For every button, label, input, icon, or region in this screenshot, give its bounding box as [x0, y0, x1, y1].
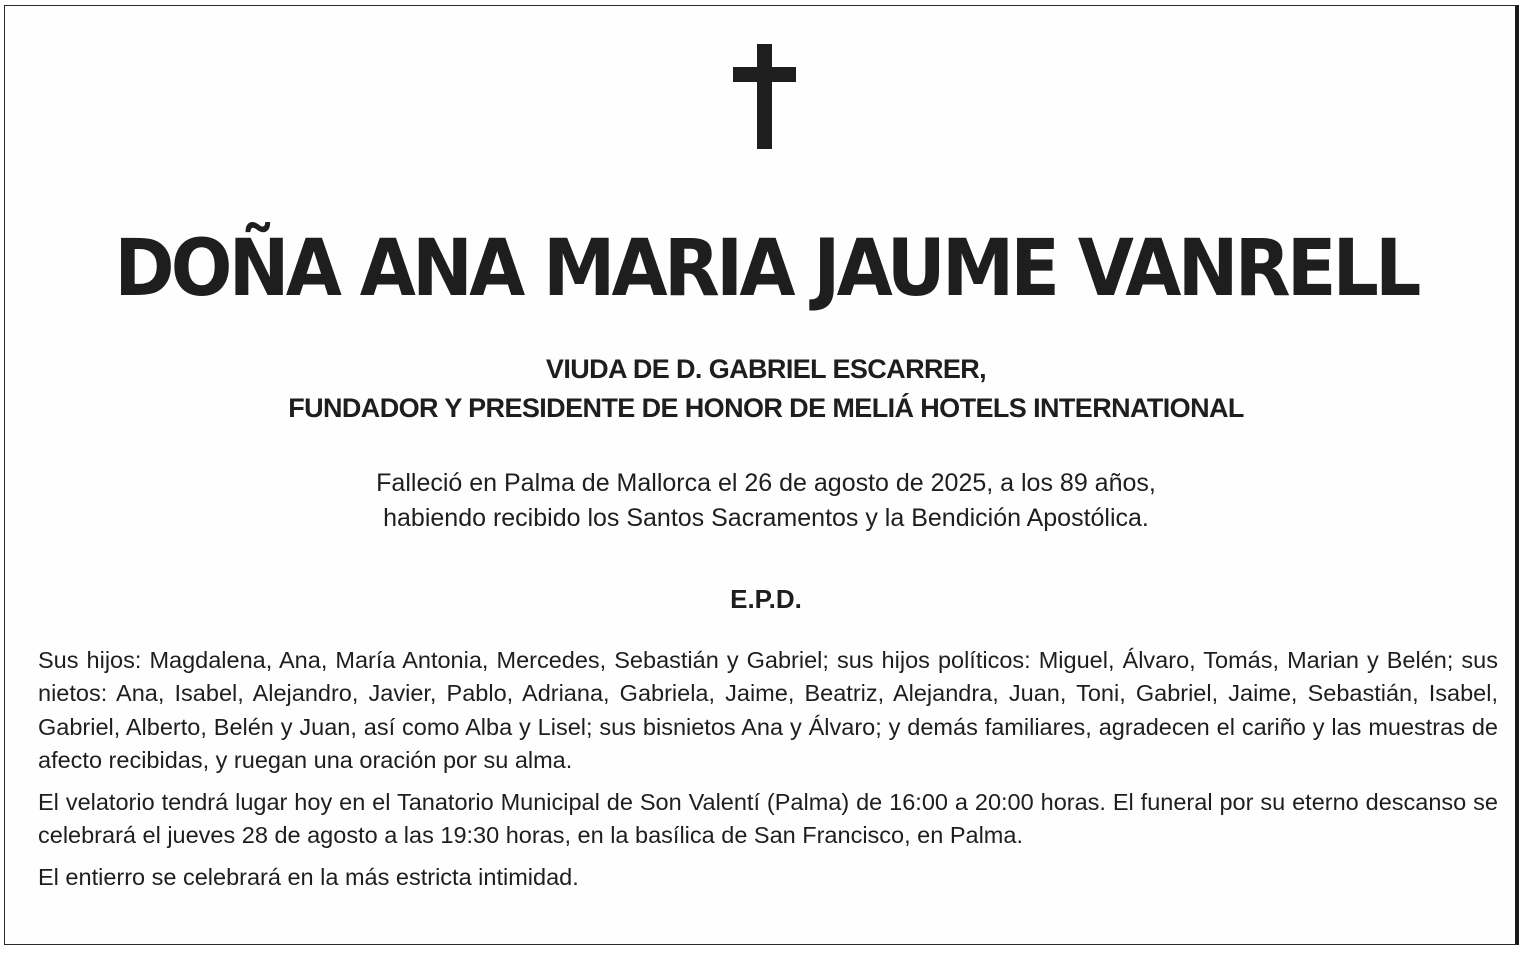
cross-vertical-bar — [757, 44, 772, 149]
epd-label: E.P.D. — [730, 584, 802, 614]
death-notice-line-1: Falleció en Palma de Mallorca el 26 de agosto de 2025, a los 89 años, — [376, 469, 1156, 497]
cross-horizontal-bar — [733, 67, 796, 82]
subtitle-widow-line: VIUDA DE D. GABRIEL ESCARRER, — [545, 354, 987, 384]
deceased-name: DOÑA ANA MARIA JAUME VANRELL — [114, 224, 1418, 314]
latin-cross-icon — [733, 44, 796, 149]
death-notice-line-2: habiendo recibido los Santos Sacramentos y la Bendición Apostólica. — [383, 504, 1149, 532]
wake-funeral-paragraph: El velatorio tendrá lugar hoy en el Tanatorio Municipal de Son Valentí (Palma) de 16:00 a 20:00 horas. El funeral por su eterno descanso se celebrará el jueves 28 de agosto a las 19:30 horas, en la basílica de San Francisco, en Palma. — [38, 789, 1498, 849]
subtitle-founder-line: FUNDADOR Y PRESIDENTE DE HONOR DE MELIÁ HOTELS INTERNATIONAL — [288, 393, 1244, 423]
family-paragraph: Sus hijos: Magdalena, Ana, María Antonia, Mercedes, Sebastián y Gabriel; sus hijos políticos: Miguel, Álvaro, Tomás, Marian y Belén; sus nietos: Ana, Isabel, Alejandro, Javier, Pablo, Adriana, Gabriela, Jaime, Beatriz, Alejandra, Juan, Toni, Gabriel, Jaime, Sebastián, Isabel, Gabriel, Alberto, Belén y Juan, así como Alba y Lisel; sus bisnietos Ana y Álvaro; y demás familiares, agradecen el cariño y las muestras de afecto recibidas, y ruegan una oración por su alma. — [38, 647, 1498, 773]
burial-paragraph: El entierro se celebrará en la más estricta intimidad. — [38, 864, 579, 890]
